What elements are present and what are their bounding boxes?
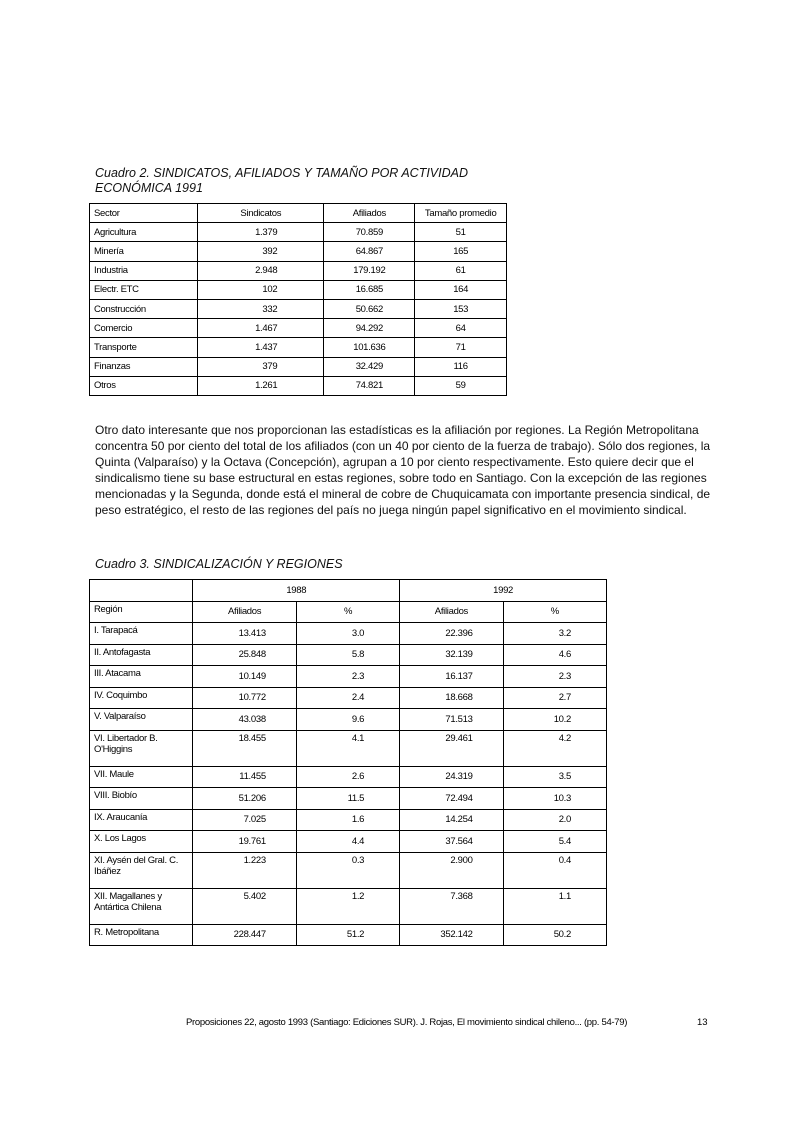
table-cell: 1.467 — [198, 319, 324, 338]
table-cell: XI. Aysén del Gral. C. Ibáñez — [90, 852, 193, 888]
table-cell: Transporte — [90, 338, 198, 357]
table3-year-1992: 1992 — [400, 580, 607, 602]
table-row — [90, 766, 607, 788]
table-cell: 5.4 — [503, 831, 606, 853]
table3-header-afiliados-1988: Afiliados — [193, 601, 296, 623]
table-cell: VIII. Biobío — [90, 788, 193, 810]
table-cell: 7.368 — [400, 888, 503, 924]
table-cell: 1.223 — [193, 852, 296, 888]
table-cell: 3.2 — [503, 623, 606, 645]
table-cell: 228.447 — [193, 924, 296, 946]
table3-year-row — [90, 580, 607, 602]
table-cell: 24.319 — [400, 766, 503, 788]
table3 — [89, 579, 607, 946]
table-cell: 9.6 — [296, 709, 399, 731]
table-cell: 11.455 — [193, 766, 296, 788]
table3-header-pct-1992: % — [503, 601, 606, 623]
table-cell: 51.206 — [193, 788, 296, 810]
table-row — [90, 280, 507, 299]
table-cell: 22.396 — [400, 623, 503, 645]
table-cell: XII. Magallanes y Antártica Chilena — [90, 888, 193, 924]
table-cell: 64 — [415, 319, 507, 338]
table-cell: 18.668 — [400, 687, 503, 709]
table2-header-afiliados: Afiliados — [324, 204, 415, 223]
table-cell: 72.494 — [400, 788, 503, 810]
table-cell: IX. Araucanía — [90, 809, 193, 831]
table2-header-sector: Sector — [90, 204, 198, 223]
body-paragraph: Otro dato interesante que nos proporcionan las estadísticas es la afiliación por regiones. La Región Metropolitana concentra 50 por ciento del total de los afiliados (con un 40 por ciento de la fuerza de trabajo). Sólo dos regiones, la Quinta (Valparaíso) y la Octava (Concepción), agrupan a 10 por ciento respectivamente. Esto quiere decir que el sindicalismo tiene su base estructural en estas regiones, sobre todo en Santiago. Con la excepción de las regiones mencionadas y la Segunda, donde está el mineral de cobre de Chuquicamata con importante presencia sindical, de peso estratégico, el resto de las regiones del país no juega ningún papel significativo en el movimiento sindical. — [95, 423, 711, 517]
table-row — [90, 924, 607, 946]
table-cell: 2.900 — [400, 852, 503, 888]
table-row — [90, 809, 607, 831]
table-cell: 10.149 — [193, 666, 296, 688]
table-cell: 352.142 — [400, 924, 503, 946]
table-cell: 1.261 — [198, 376, 324, 395]
table2-header-sindicatos: Sindicatos — [198, 204, 324, 223]
table2-caption — [95, 166, 468, 196]
table3-header-pct-1988: % — [296, 601, 399, 623]
table-cell: 50.2 — [503, 924, 606, 946]
table-cell: 379 — [198, 357, 324, 376]
table-cell: 29.461 — [400, 730, 503, 766]
table3-empty-header — [90, 580, 193, 602]
table-cell: 153 — [415, 299, 507, 318]
table-row — [90, 223, 507, 242]
table-cell: VII. Maule — [90, 766, 193, 788]
table-row — [90, 261, 507, 280]
table2 — [89, 203, 507, 396]
table-cell: 1.437 — [198, 338, 324, 357]
page-number: 13 — [697, 1017, 708, 1028]
table-row — [90, 852, 607, 888]
table-cell: 0.3 — [296, 852, 399, 888]
table2-header-row — [90, 204, 507, 223]
table3-caption: Cuadro 3. SINDICALIZACIÓN Y REGIONES — [95, 557, 343, 571]
table-row — [90, 730, 607, 766]
table-row — [90, 709, 607, 731]
table-cell: 102 — [198, 280, 324, 299]
table2-caption-line1: Cuadro 2. SINDICATOS, AFILIADOS Y TAMAÑO POR ACTIVIDAD — [95, 166, 469, 180]
table-cell: 10.2 — [503, 709, 606, 731]
table-cell: 4.1 — [296, 730, 399, 766]
table-cell: 74.821 — [324, 376, 415, 395]
table2-caption-line2: ECONÓMICA 1991 — [95, 181, 203, 195]
table-cell: 1.6 — [296, 809, 399, 831]
table-cell: 32.139 — [400, 644, 503, 666]
table-cell: Electr. ETC — [90, 280, 198, 299]
table-cell: 51 — [415, 223, 507, 242]
table-cell: 14.254 — [400, 809, 503, 831]
table-cell: 2.3 — [296, 666, 399, 688]
table-cell: 10.772 — [193, 687, 296, 709]
table-cell: 70.859 — [324, 223, 415, 242]
table-cell: 19.761 — [193, 831, 296, 853]
table-cell: 50.662 — [324, 299, 415, 318]
table-cell: 13.413 — [193, 623, 296, 645]
table-cell: 1.1 — [503, 888, 606, 924]
table-row — [90, 687, 607, 709]
table-cell: 71 — [415, 338, 507, 357]
table2-header-tamano: Tamaño promedio — [415, 204, 507, 223]
table-cell: 37.564 — [400, 831, 503, 853]
table-cell: Comercio — [90, 319, 198, 338]
table-cell: 11.5 — [296, 788, 399, 810]
table-cell: 1.379 — [198, 223, 324, 242]
table-cell: 4.4 — [296, 831, 399, 853]
table-cell: R. Metropolitana — [90, 924, 193, 946]
table-cell: II. Antofagasta — [90, 644, 193, 666]
table-cell: I. Tarapacá — [90, 623, 193, 645]
table-cell: Agricultura — [90, 223, 198, 242]
table-cell: 16.685 — [324, 280, 415, 299]
table-row — [90, 299, 507, 318]
table-cell: 2.948 — [198, 261, 324, 280]
table-row — [90, 644, 607, 666]
table-cell: 164 — [415, 280, 507, 299]
table-cell: 5.8 — [296, 644, 399, 666]
table-cell: 71.513 — [400, 709, 503, 731]
table-row — [90, 666, 607, 688]
table-cell: 165 — [415, 242, 507, 261]
table-cell: 18.455 — [193, 730, 296, 766]
table-cell: 4.2 — [503, 730, 606, 766]
table-cell: 2.0 — [503, 809, 606, 831]
table-cell: 3.0 — [296, 623, 399, 645]
table-row — [90, 357, 507, 376]
table-row — [90, 788, 607, 810]
table-cell: 61 — [415, 261, 507, 280]
table-cell: 43.038 — [193, 709, 296, 731]
table-row — [90, 338, 507, 357]
table-cell: Minería — [90, 242, 198, 261]
table-cell: 4.6 — [503, 644, 606, 666]
table-cell: 2.6 — [296, 766, 399, 788]
table-cell: V. Valparaíso — [90, 709, 193, 731]
table3-header-region: Región — [90, 601, 193, 623]
table-cell: 179.192 — [324, 261, 415, 280]
footer-citation: Proposiciones 22, agosto 1993 (Santiago: Ediciones SUR). J. Rojas, El movimiento sindical chileno... (pp. 54-79) — [186, 1017, 628, 1028]
table-cell: 5.402 — [193, 888, 296, 924]
table-cell: VI. Libertador B. O'Higgins — [90, 730, 193, 766]
table-cell: 101.636 — [324, 338, 415, 357]
table-row — [90, 623, 607, 645]
table3-header-afiliados-1992: Afiliados — [400, 601, 503, 623]
table-cell: 64.867 — [324, 242, 415, 261]
table-cell: 2.7 — [503, 687, 606, 709]
table-row — [90, 319, 507, 338]
table-row — [90, 888, 607, 924]
table-cell: 51.2 — [296, 924, 399, 946]
table-row — [90, 242, 507, 261]
table-cell: X. Los Lagos — [90, 831, 193, 853]
table-cell: 0.4 — [503, 852, 606, 888]
table-cell: 2.4 — [296, 687, 399, 709]
table3-header-row — [90, 601, 607, 623]
table-cell: 59 — [415, 376, 507, 395]
table-cell: 2.3 — [503, 666, 606, 688]
table-cell: 7.025 — [193, 809, 296, 831]
table-cell: 25.848 — [193, 644, 296, 666]
table-cell: Construcción — [90, 299, 198, 318]
table-row — [90, 376, 507, 395]
table-cell: 392 — [198, 242, 324, 261]
table-cell: 10.3 — [503, 788, 606, 810]
table-cell: Finanzas — [90, 357, 198, 376]
table-cell: IV. Coquimbo — [90, 687, 193, 709]
table-cell: 1.2 — [296, 888, 399, 924]
table3-year-1988: 1988 — [193, 580, 400, 602]
table-cell: Otros — [90, 376, 198, 395]
table-cell: 116 — [415, 357, 507, 376]
table-cell: III. Atacama — [90, 666, 193, 688]
table-cell: 16.137 — [400, 666, 503, 688]
table-cell: 332 — [198, 299, 324, 318]
table-cell: Industria — [90, 261, 198, 280]
table-row — [90, 831, 607, 853]
table-cell: 3.5 — [503, 766, 606, 788]
table-cell: 94.292 — [324, 319, 415, 338]
table-cell: 32.429 — [324, 357, 415, 376]
